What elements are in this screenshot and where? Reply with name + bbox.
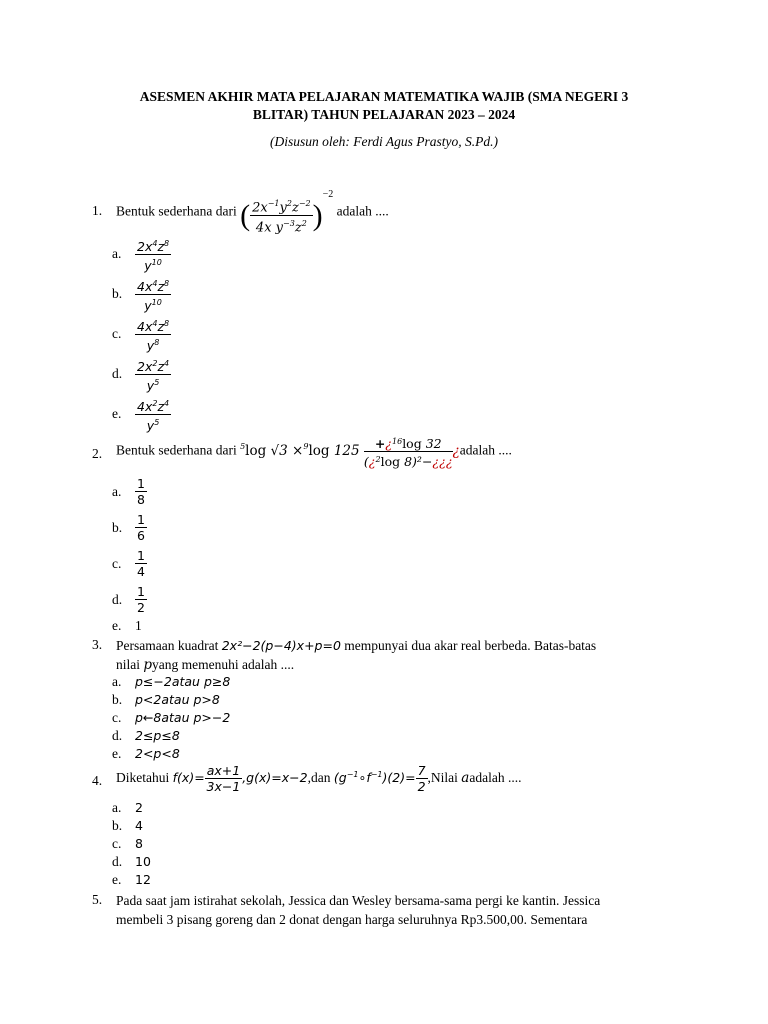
q3-option-label: c. bbox=[112, 710, 122, 725]
q1-option-value: $\frac{4x^4z^8}{y^8}$ bbox=[135, 316, 171, 353]
q1-number: 1. bbox=[92, 203, 103, 218]
q2-option-value: $\frac{1}{4}$ bbox=[137, 548, 145, 579]
q4-stem bbox=[116, 763, 521, 794]
q3-line2-b: yang memenuhi adalah .... bbox=[152, 657, 295, 672]
q1-option-value: $\frac{2x^4z^8}{y^{10}}$ bbox=[135, 236, 171, 273]
q4-mid: ,dan bbox=[307, 770, 331, 785]
q1-prefix: Bentuk sederhana dari bbox=[116, 203, 237, 219]
q4-option-value: 4 bbox=[135, 818, 143, 833]
q5-line1: Pada saat jam istirahat sekolah, Jessica dan Wesley bersama-sama pergi ke kantin. Jessica bbox=[116, 893, 601, 908]
q4-option-label: a. bbox=[112, 800, 122, 815]
q1-option-label: b. bbox=[112, 286, 123, 301]
q2-option-label: e. bbox=[112, 618, 122, 633]
q3-line1-b: mempunyai dua akar real berbeda. Batas-batas bbox=[344, 638, 597, 653]
q1-suffix: adalah .... bbox=[336, 203, 389, 219]
q1-expression: ( $\frac{2x^{-1}y^2z^{-2}}{4x y^{-3}z^2}$ )$^{-2}$ bbox=[240, 189, 334, 236]
q3-option-value: p<2atau p>8 bbox=[135, 692, 220, 707]
q4-composition: $(g^{-1}\circ f^{-1})(2)=$ $\frac{7}{2}$ bbox=[333, 763, 426, 794]
q3-option-value: p←8atau p>−2 bbox=[135, 710, 231, 725]
q2-option-value: $\frac{1}{8}$ bbox=[137, 476, 145, 507]
q4-number: 4. bbox=[92, 773, 103, 788]
q3-option-label: e. bbox=[112, 746, 122, 761]
subtitle: (Disusun oleh: Ferdi Agus Prastyo, S.Pd.) bbox=[270, 134, 498, 149]
q3-line2: nilai bbox=[116, 657, 140, 672]
q1-option-value: $\frac{4x^4z^8}{y^{10}}$ bbox=[135, 276, 171, 313]
q3-option-label: a. bbox=[112, 674, 122, 689]
q2-option-label: d. bbox=[112, 592, 123, 607]
q4-suffix2: adalah .... bbox=[469, 770, 522, 785]
q1-stem bbox=[116, 189, 389, 236]
q4-option-value: 2 bbox=[135, 800, 143, 815]
q2-option-label: c. bbox=[112, 556, 122, 571]
q4-option-label: e. bbox=[112, 872, 122, 887]
q3-line1-a: Persamaan kuadrat bbox=[116, 638, 219, 653]
q3-option-value: p≤−2atau p≥8 bbox=[135, 674, 231, 689]
q2-option-label: b. bbox=[112, 520, 123, 535]
q4-prefix: Diketahui bbox=[116, 770, 170, 785]
q2-number: 2. bbox=[92, 446, 103, 461]
q4-option-value: 12 bbox=[135, 872, 151, 887]
q3-option-value: 2<p<8 bbox=[135, 746, 180, 761]
q3-option-label: d. bbox=[112, 728, 123, 743]
q4-option-value: 10 bbox=[135, 854, 151, 869]
q2-option-value: $\frac{1}{2}$ bbox=[137, 584, 145, 615]
q3-option-value: 2≤p≤8 bbox=[135, 728, 180, 743]
q2-suffix: adalah .... bbox=[459, 442, 512, 458]
q3-stem bbox=[116, 636, 675, 675]
q4-option-label: c. bbox=[112, 836, 122, 851]
q1-option-value: $\frac{2x^2z^4}{y^5}$ bbox=[135, 356, 171, 393]
q1-option-label: d. bbox=[112, 366, 123, 381]
q3-option-label: b. bbox=[112, 692, 123, 707]
q1-option-value: $\frac{4x^2z^4}{y^5}$ bbox=[135, 396, 171, 433]
q2-expression: $^5$log √3 ×$^9$log 125 $\frac{+¿^{16}\log 32}{(¿^2\log 8)^2-¿¿¿}$ ¿ bbox=[240, 436, 460, 469]
q3-equation: 2x²−2(p−4)x+p=0 bbox=[221, 638, 341, 653]
q3-variable: p bbox=[143, 657, 153, 673]
q2-stem bbox=[116, 434, 512, 469]
q2-option-label: a. bbox=[112, 484, 122, 499]
q4-option-label: d. bbox=[112, 854, 123, 869]
q4-suffix: ,Nilai bbox=[427, 770, 458, 785]
q4-expression: f(x)= $\frac{ax+1}{3x-1}$ ,g(x)=x−2 bbox=[172, 763, 308, 794]
q1-option-label: a. bbox=[112, 246, 122, 261]
q2-option-value: 1 bbox=[135, 618, 142, 633]
q5-line2: membeli 3 pisang goreng dan 2 donat dengan harga seluruhnya Rp3.500,00. Sementara bbox=[116, 912, 588, 927]
q4-option-label: b. bbox=[112, 818, 123, 833]
q2-prefix: Bentuk sederhana dari bbox=[116, 442, 237, 458]
q4-option-value: 8 bbox=[135, 836, 143, 851]
q5-number: 5. bbox=[92, 892, 103, 907]
q4-variable: a bbox=[461, 770, 470, 786]
q5-stem bbox=[116, 891, 675, 929]
title-line-2: BLITAR) TAHUN PELAJARAN 2023 – 2024 bbox=[252, 107, 516, 122]
q1-option-label: e. bbox=[112, 406, 122, 421]
q2-option-value: $\frac{1}{6}$ bbox=[137, 512, 145, 543]
title-line-1: ASESMEN AKHIR MATA PELAJARAN MATEMATIKA WAJIB (SMA NEGERI 3 bbox=[139, 89, 629, 104]
q1-option-label: c. bbox=[112, 326, 122, 341]
q3-number: 3. bbox=[92, 637, 103, 652]
